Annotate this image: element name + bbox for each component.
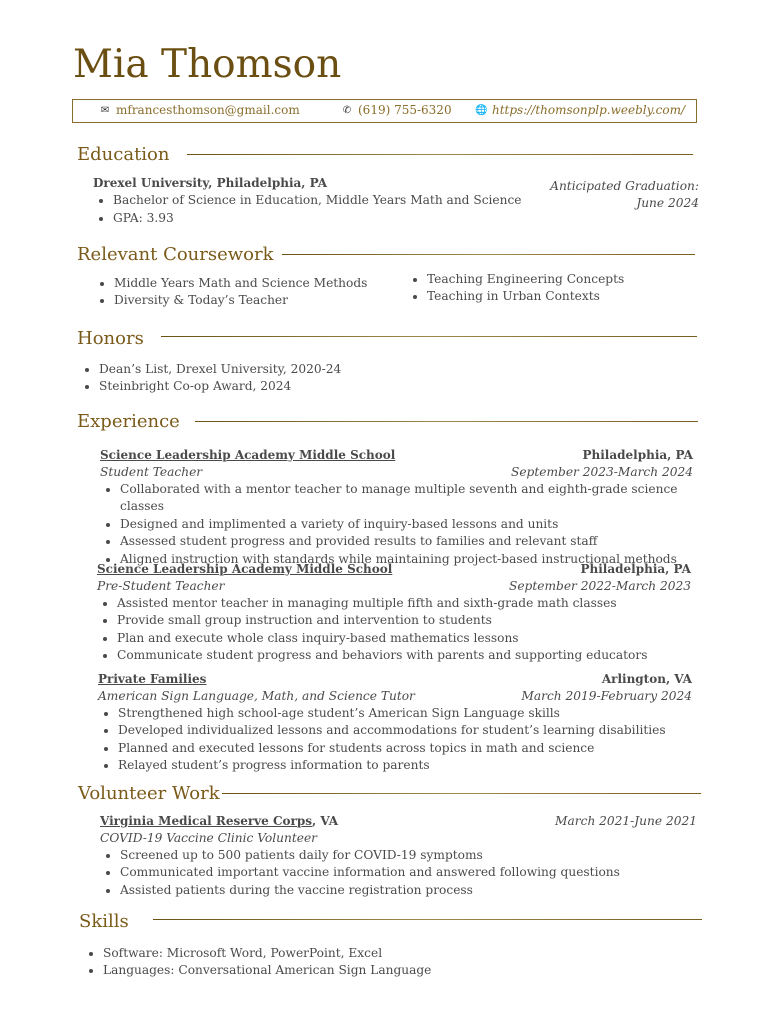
list-item: • Steinbright Co-op Award, 2024 <box>99 378 679 395</box>
list-item: • Communicate student progress and behaviors with parents and supporting educators <box>117 647 691 664</box>
education-block <box>93 175 699 227</box>
list-item: • Bachelor of Science in Education, Middle Years Math and Science <box>113 192 699 209</box>
list-item: • Strengthened high school-age student’s American Sign Language skills <box>118 705 692 722</box>
experience-org: Private Families <box>98 672 207 686</box>
envelope-icon: ✉ <box>100 104 110 116</box>
volunteer-org-suffix: , VA <box>311 814 339 828</box>
section-title-honors: Honors <box>77 328 144 349</box>
experience-dates: September 2022-March 2023 <box>508 579 691 593</box>
section-title-coursework: Relevant Coursework <box>77 244 274 265</box>
coursework-right <box>407 271 707 306</box>
list-item: • Assessed student progress and provided results to families and relevant staff <box>120 533 693 550</box>
list-item: • Languages: Conversational American Sign Language <box>103 962 683 979</box>
list-item: • Screened up to 500 patients daily for COVID-19 symptoms <box>120 847 697 864</box>
experience-org: Science Leadership Academy Middle School <box>100 448 396 462</box>
volunteer-org-line <box>100 814 338 828</box>
list-item: • Diversity & Today’s Teacher <box>114 292 394 309</box>
section-title-experience: Experience <box>77 411 180 432</box>
list-item: • Developed individualized lessons and accommodations for student’s learning disabilities <box>118 722 692 739</box>
list-item: • Assisted mentor teacher in managing multiple fifth and sixth-grade math classes <box>117 595 691 612</box>
experience-org: Science Leadership Academy Middle School <box>97 562 393 576</box>
list-item: • Plan and execute whole class inquiry-based mathematics lessons <box>117 630 691 647</box>
education-grad: Anticipated Graduation: June 2024 <box>550 179 699 210</box>
list-item: • Software: Microsoft Word, PowerPoint, Excel <box>103 945 683 962</box>
experience-dates: March 2019-February 2024 <box>521 689 692 703</box>
section-title-volunteer: Volunteer Work <box>78 783 220 804</box>
experience-dates: September 2023-March 2024 <box>510 465 693 479</box>
experience-role: Pre-Student Teacher <box>97 579 225 593</box>
experience-location: Arlington, VA <box>601 672 692 686</box>
list-item: • Collaborated with a mentor teacher to manage multiple seventh and eighth-grade science classes <box>120 481 693 516</box>
skills-block <box>83 945 683 980</box>
section-title-education: Education <box>77 144 170 165</box>
list-item: • Teaching in Urban Contexts <box>427 288 707 305</box>
list-item: • Designed and implimented a variety of inquiry-based lessons and units <box>120 516 693 533</box>
volunteer-dates: March 2021-June 2021 <box>555 814 697 828</box>
divider <box>161 336 697 337</box>
list-item: • Planned and executed lessons for students across topics in math and science <box>118 740 692 757</box>
resume-name: Mia Thomson <box>73 42 342 87</box>
globe-icon: 🌐 <box>475 104 488 116</box>
honors-block <box>79 361 679 396</box>
contact-website[interactable] <box>475 103 685 117</box>
list-item: • Teaching Engineering Concepts <box>427 271 707 288</box>
divider <box>195 421 698 422</box>
list-item: • Assisted patients during the vaccine registration process <box>120 882 697 899</box>
list-item: • GPA: 3.93 <box>113 210 699 227</box>
list-item: • Aligned instruction with standards while maintaining project-based instructional methods <box>120 551 693 568</box>
coursework-left <box>94 275 394 310</box>
list-item: • Middle Years Math and Science Methods <box>114 275 394 292</box>
list-item: • Communicated important vaccine information and answered following questions <box>120 864 697 881</box>
volunteer-entry <box>100 813 697 899</box>
list-item: • Provide small group instruction and intervention to students <box>117 612 691 629</box>
experience-role: Student Teacher <box>100 465 203 479</box>
experience-location: Philadelphia, PA <box>580 562 691 576</box>
divider <box>222 793 701 794</box>
divider <box>282 254 695 255</box>
experience-role: American Sign Language, Math, and Science Tutor <box>98 689 415 703</box>
education-school: Drexel University, Philadelphia, PA <box>93 176 328 190</box>
phone-icon: ✆ <box>342 104 352 116</box>
experience-entry <box>98 671 692 775</box>
contact-bar <box>72 99 697 123</box>
divider <box>153 919 702 920</box>
email-text: mfrancesthomson@gmail.com <box>116 103 300 117</box>
divider <box>187 154 693 155</box>
contact-phone[interactable] <box>341 103 452 117</box>
experience-location: Philadelphia, PA <box>582 448 693 462</box>
website-link[interactable]: https://thomsonplp.weebly.com/ <box>492 103 685 117</box>
experience-entry <box>97 561 691 665</box>
list-item: • Dean’s List, Drexel University, 2020-24 <box>99 361 679 378</box>
phone-text: (619) 755-6320 <box>358 103 452 117</box>
volunteer-org: Virginia Medical Reserve Corps <box>100 814 312 828</box>
volunteer-role: COVID-19 Vaccine Clinic Volunteer <box>100 831 317 845</box>
section-title-skills: Skills <box>79 911 129 932</box>
list-item: • Relayed student’s progress information to parents <box>118 757 692 774</box>
experience-entry <box>100 447 693 568</box>
contact-email[interactable] <box>99 103 300 117</box>
